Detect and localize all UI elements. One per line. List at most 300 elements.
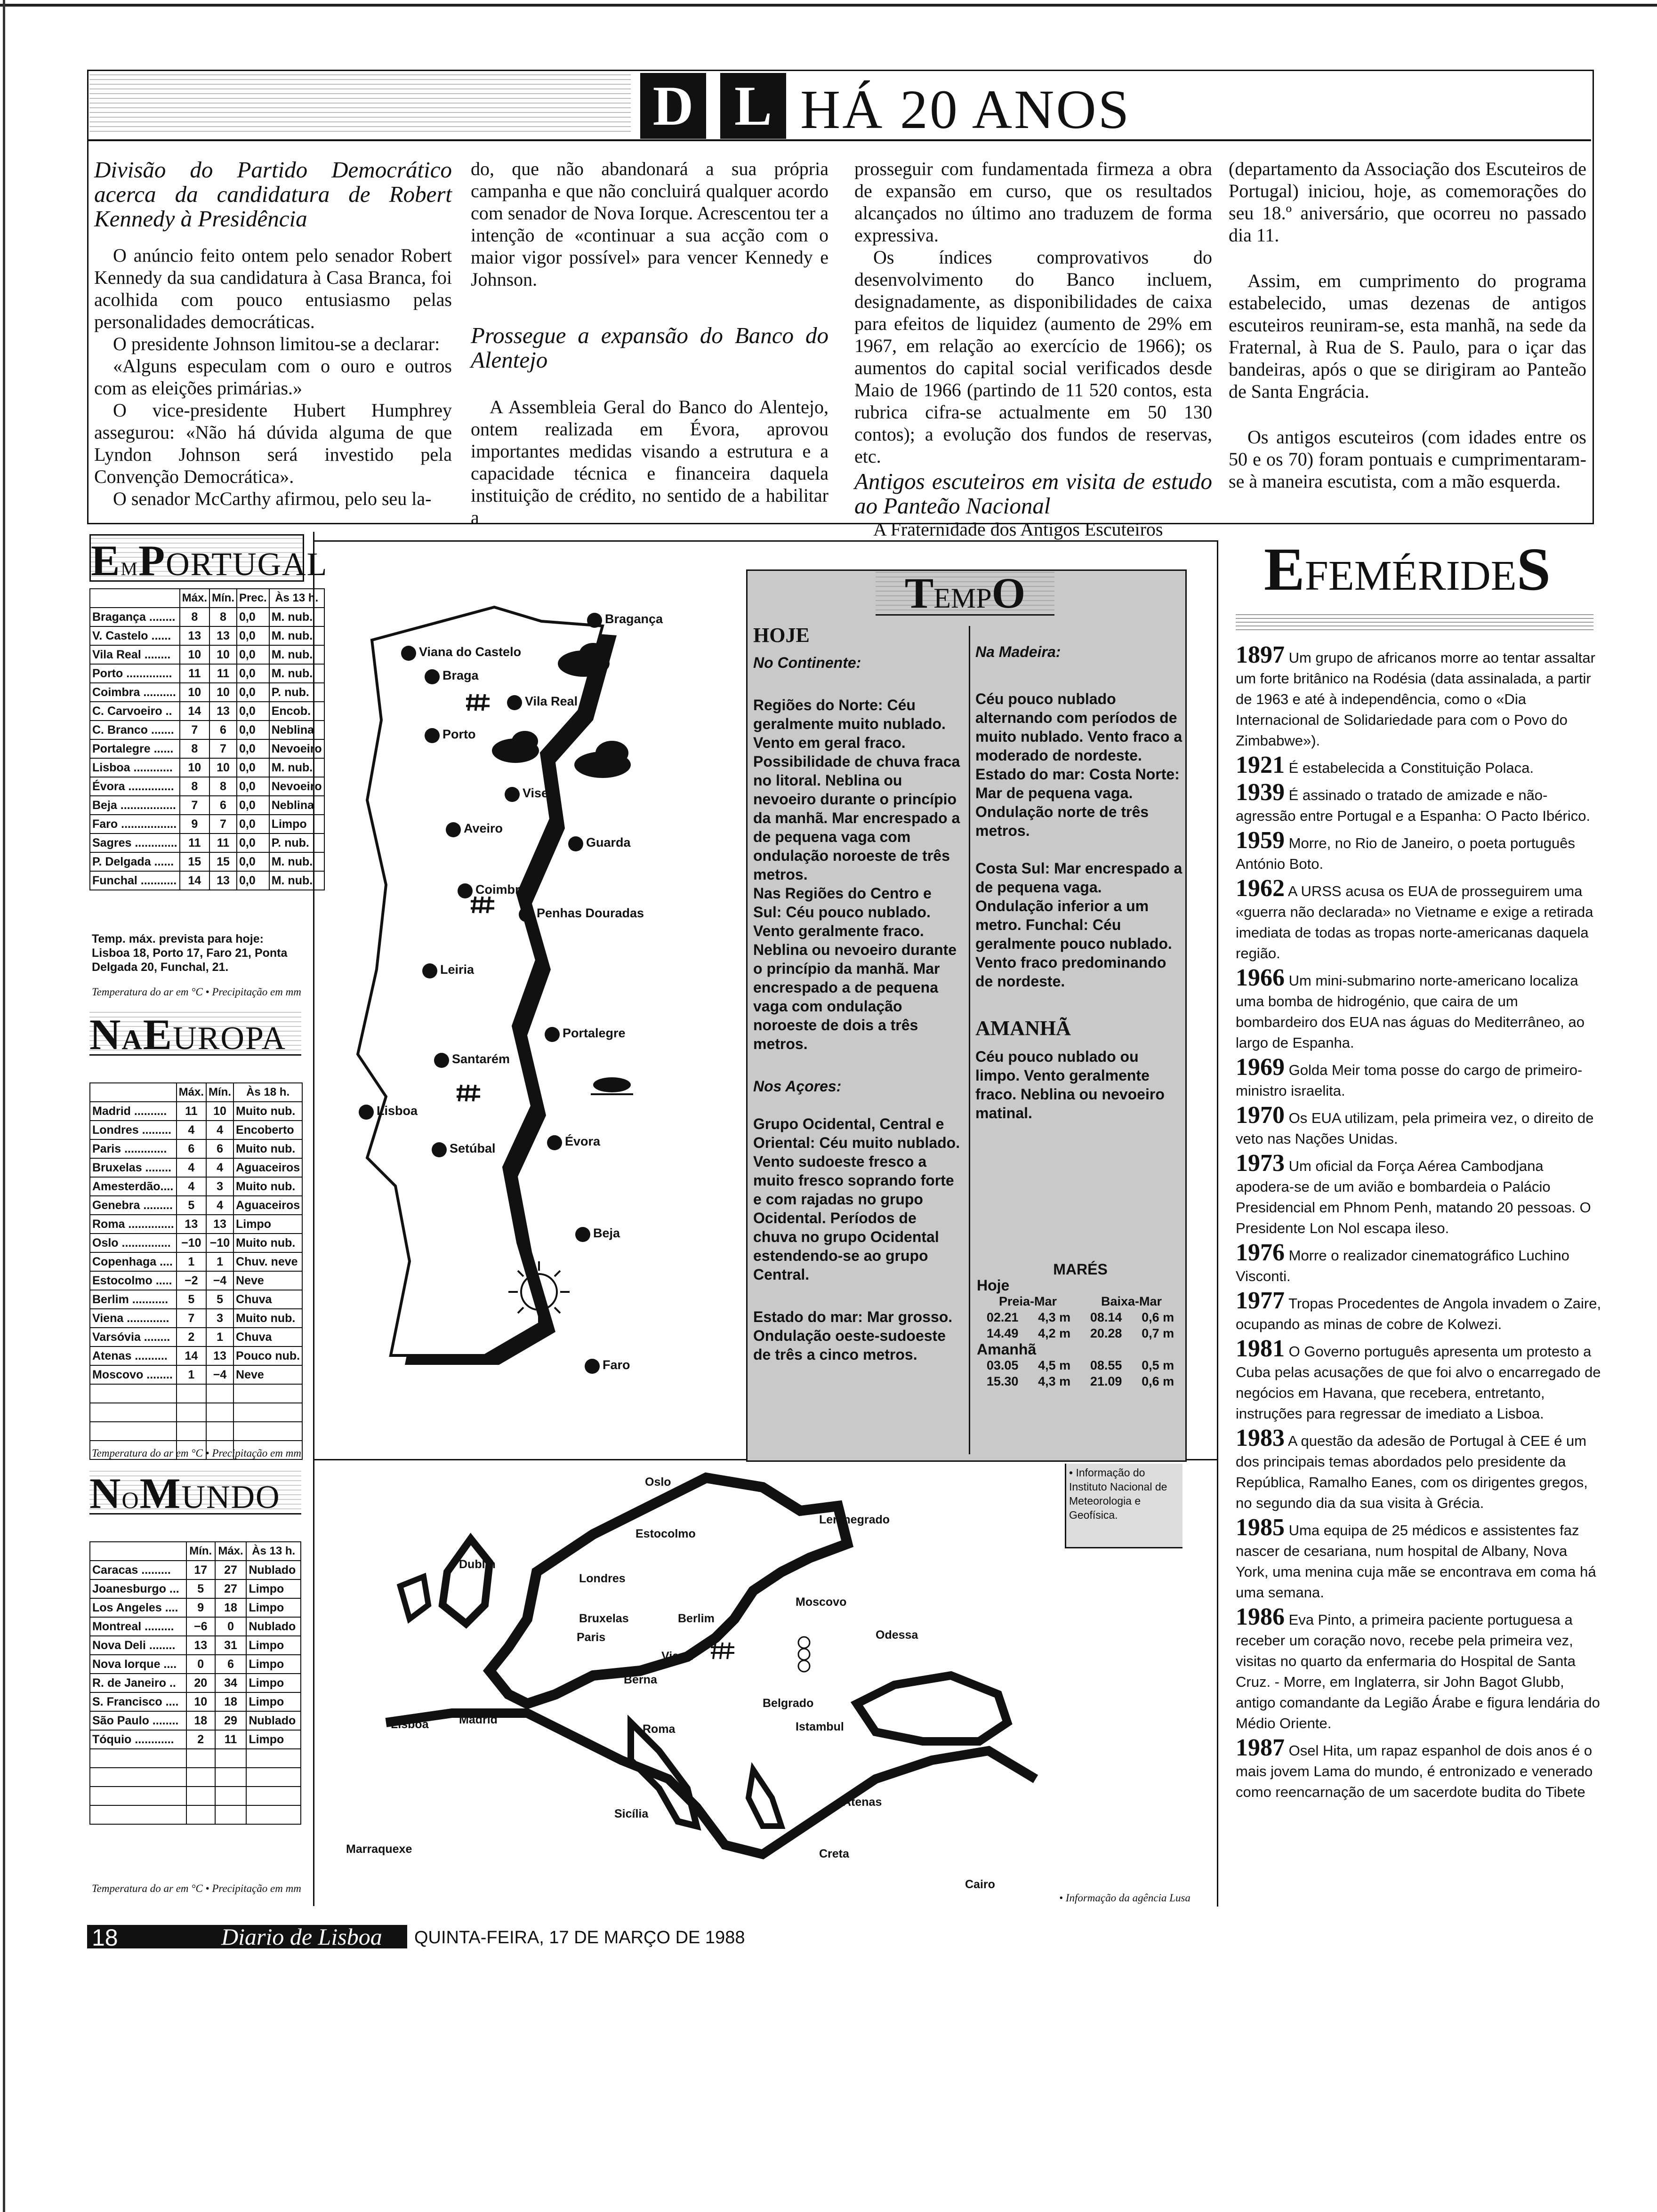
table-row (90, 1177, 302, 1196)
mundo-footer: Temperatura do ar em °C • Precipitação em mm (92, 1883, 301, 1894)
tide-value: 14.49 (986, 1326, 1019, 1340)
value-cell: Chuva (233, 1290, 302, 1309)
value-cell: 8 (180, 739, 209, 758)
value-cell: Nevoeiro (269, 739, 324, 758)
city-cell: Londres ......... (90, 1121, 177, 1139)
tempo-left-column (753, 626, 963, 1364)
efemeride-entry (1236, 779, 1603, 826)
table-row (90, 1215, 302, 1234)
map-city-dot (587, 613, 602, 628)
value-cell: 1 (206, 1328, 233, 1346)
map-city-label: Oslo (645, 1475, 671, 1489)
empty-row (90, 1384, 302, 1403)
efemeride-text: Osel Hita, um rapaz espanhol de dois anos é o mais jovem Lama do mundo, é entronizado e venerado como reencarnação de um sacerdote budita do Tibete (1236, 1742, 1593, 1800)
efemeride-entry (1236, 1603, 1603, 1734)
value-cell: M. nub. (269, 626, 324, 645)
tempo-source: • Informação do Instituto Nacional de Meteorologia e Geofísica. (1065, 1464, 1182, 1548)
table-row (90, 1365, 302, 1384)
europe-coast (490, 1478, 847, 1704)
value-cell: 0,0 (237, 815, 269, 834)
map-city-dot (359, 1105, 374, 1120)
city-cell: Moscovo ........ (90, 1365, 177, 1384)
weather-fog-icon (591, 1077, 633, 1094)
value-cell: 11 (180, 834, 209, 852)
portugal-footer: Temperatura do ar em °C • Precipitação em mm (92, 986, 301, 998)
value-cell: 7 (180, 796, 209, 815)
map-city-label: Portalegre (563, 1026, 626, 1040)
value-cell: 0,0 (237, 626, 269, 645)
map-city-dot (458, 883, 473, 898)
map-city-label: Viana do Castelo (419, 645, 522, 659)
tide-value: 02.21 (986, 1310, 1019, 1324)
value-cell: 15 (209, 852, 237, 871)
map-city-dot (575, 1227, 590, 1242)
map-city-label: Madrid (459, 1713, 498, 1726)
efemeride-entry (1236, 1734, 1603, 1803)
map-city-label: Lisboa (377, 1104, 418, 1118)
map-city-label: Vila Real (525, 694, 578, 708)
paragraph: prosseguir com fundamentada firmeza a obra de expansão em curso, que os resultados alcançados no último ano traduzem de forma expressiva. (854, 158, 1212, 246)
city-cell: Varsóvia ........ (90, 1328, 177, 1346)
value-cell: 15 (180, 852, 209, 871)
city-cell: Sagres ............. (90, 834, 180, 852)
map-city-label: Lisboa (391, 1718, 429, 1731)
value-cell: 10 (186, 1692, 215, 1711)
table-row (90, 796, 324, 815)
value-cell: 11 (209, 834, 237, 852)
value-cell: −4 (206, 1271, 233, 1290)
value-cell: 13 (177, 1215, 206, 1234)
value-cell: 10 (180, 645, 209, 664)
efemeride-text: Morre, no Rio de Janeiro, o poeta português António Boto. (1236, 835, 1575, 872)
map-city-dot (425, 728, 440, 743)
efemeride-text: Golda Meir toma posse do cargo de primeiro-ministro israelita. (1236, 1062, 1583, 1099)
map-city-label: Penhas Douradas (537, 906, 644, 920)
value-cell: Limpo (246, 1579, 301, 1598)
value-cell: −10 (206, 1234, 233, 1252)
value-cell: 0,0 (237, 739, 269, 758)
value-cell: 13 (186, 1636, 215, 1655)
article-kennedy-cont (471, 158, 828, 529)
efemeride-year: 1976 (1236, 1239, 1285, 1266)
value-cell: Limpo (246, 1674, 301, 1692)
tide-value: 15.30 (986, 1374, 1019, 1388)
map-city-dot (434, 1053, 449, 1068)
continente-label: No Continente: (753, 654, 861, 671)
table-header: Máx. (177, 1083, 206, 1102)
value-cell: 0,0 (237, 608, 269, 626)
value-cell: 4 (177, 1177, 206, 1196)
value-cell: 8 (209, 777, 237, 796)
city-cell: Coimbra .......... (90, 683, 180, 702)
city-cell: S. Francisco .... (90, 1692, 186, 1711)
value-cell: 0,0 (237, 834, 269, 852)
value-cell: 4 (206, 1196, 233, 1215)
city-cell: Amesterdão.... (90, 1177, 177, 1196)
value-cell: Limpo (269, 815, 324, 834)
table-row (90, 1290, 302, 1309)
map-city-dot (505, 787, 520, 802)
efemeride-text: Morre o realizador cinematográfico Luchino Visconti. (1236, 1247, 1569, 1284)
efemeride-entry (1236, 641, 1603, 751)
table-header (90, 1542, 186, 1561)
value-cell: 7 (209, 815, 237, 834)
paragraph: Assim, em cumprimento do programa estabelecido, umas dezenas de antigos escuteiros reuniram-se, esta manhã, na sede da Fraternal, à Rua de S. Paulo, para o içar das bandeiras, após o que se dirigiram ao Panteão de Santa Engrácia. (1229, 270, 1586, 402)
efemeride-text: Um oficial da Força Aérea Cambodjana apodera-se de um avião e bombardeia o Palácio Presidencial em Phnom Penh, matando 20 pessoas. O Presidente Lon Nol escapa ileso. (1236, 1158, 1591, 1236)
table-row (90, 1139, 302, 1158)
map-city-dot (432, 1142, 447, 1157)
map-city-label: Beja (593, 1226, 620, 1240)
value-cell: −6 (186, 1617, 215, 1636)
table-row (90, 1252, 302, 1271)
value-cell: 13 (180, 626, 209, 645)
value-cell: Limpo (246, 1655, 301, 1674)
table-row (90, 1121, 302, 1139)
efemeride-year: 1977 (1236, 1287, 1285, 1314)
value-cell: Aguaceiros (233, 1158, 302, 1177)
table-row (90, 1561, 301, 1579)
efemeride-text: Um mini-submarino norte-americano localiza uma bomba de hidrogénio, que caira de um bombardeiro dos EUA nas águas do Mediterrâneo, ao largo de Espanha. (1236, 972, 1585, 1051)
table-row (90, 739, 324, 758)
table-row (90, 852, 324, 871)
efemeride-year: 1970 (1236, 1102, 1285, 1129)
tempo-divider (969, 626, 970, 1454)
value-cell: 2 (177, 1328, 206, 1346)
map-city-label: Leninegrado (819, 1513, 890, 1526)
efemeride-entry (1236, 827, 1603, 874)
europa-title: NAEUROPA (89, 1010, 301, 1056)
value-cell: 9 (186, 1598, 215, 1617)
value-cell: 7 (177, 1309, 206, 1328)
page-number: 18 (92, 1924, 118, 1951)
paragraph: Os antigos escuteiros (com idades entre os 50 e os 70) foram pontuais e cumprimentaram-se à maneira escutista, com a mão esquerda. (1229, 426, 1586, 492)
mares-hoje-rows (977, 1309, 1184, 1341)
map-city-label: Marraquexe (346, 1843, 412, 1856)
value-cell: Neblina (269, 721, 324, 739)
efemeride-text: É estabelecida a Constituição Polaca. (1288, 760, 1534, 776)
value-cell: 10 (180, 758, 209, 777)
value-cell: Limpo (246, 1730, 301, 1749)
efemeride-year: 1986 (1236, 1603, 1285, 1630)
portugal-title: EMPORTUGAL (89, 534, 304, 582)
city-cell: São Paulo ........ (90, 1711, 186, 1730)
article-kennedy (94, 158, 452, 510)
city-cell: Évora .............. (90, 777, 180, 796)
tide-value: 0,5 m (1142, 1358, 1174, 1372)
acores-forecast: Grupo Ocidental, Central e Oriental: Céu muito nublado. Vento sudoeste fresco a muito fresco soprando forte e com rajadas no grupo Ocidental. Períodos de chuva no grupo Ocidental estendendo-se ao grupo Central. (753, 1115, 960, 1283)
value-cell: 6 (209, 796, 237, 815)
efemeride-text: É assinado o tratado de amizade e não-agressão entre Portugal e a Espanha: O Pacto Ibérico. (1236, 787, 1591, 824)
value-cell: Muito nub. (233, 1139, 302, 1158)
efemeride-entry (1236, 1150, 1603, 1239)
tide-value: 4,3 m (1038, 1310, 1071, 1324)
empty-row (90, 1787, 301, 1805)
efemeride-entry (1236, 875, 1603, 964)
map-city-label: Aveiro (464, 821, 503, 835)
map-city-label: Berna (624, 1673, 657, 1686)
map-city-label: Dublin (459, 1558, 496, 1571)
headline: Prossegue a expansão do Banco do Alentejo (471, 322, 828, 373)
value-cell: Nublado (246, 1561, 301, 1579)
article-banco-cont (854, 158, 1212, 540)
value-cell: 0,0 (237, 777, 269, 796)
map-city-label: Belgrado (763, 1697, 814, 1710)
table-row (90, 1234, 302, 1252)
value-cell: Chuva (233, 1328, 302, 1346)
efemerides-title: EFEMÉRIDES (1264, 536, 1551, 603)
value-cell: 0,0 (237, 664, 269, 683)
map-city-label: Londres (579, 1572, 626, 1585)
value-cell: 0,0 (237, 871, 269, 890)
city-cell: Madrid .......... (90, 1102, 177, 1121)
value-cell: 4 (206, 1121, 233, 1139)
map-city-label: Bragança (605, 612, 663, 626)
tempo-right-column (975, 642, 1182, 1122)
tide-row (977, 1309, 1184, 1325)
city-cell: Paris ............. (90, 1139, 177, 1158)
map-city-label: Atenas (843, 1795, 882, 1809)
empty-row (90, 1422, 302, 1441)
value-cell: 18 (215, 1598, 247, 1617)
table-row (90, 1598, 301, 1617)
tide-row (977, 1357, 1184, 1373)
value-cell: Limpo (233, 1215, 302, 1234)
efemeride-year: 1959 (1236, 827, 1285, 854)
efemeride-entry (1236, 1054, 1603, 1101)
value-cell: 10 (209, 645, 237, 664)
centro-sul-forecast: Nas Regiões do Centro e Sul: Céu pouco nublado. Vento geralmente fraco. Neblina ou nevoeiro durante o princípio da manhã. Mar encrespado a de pequena vaga com ondulação noroeste de dois a três metros. (753, 885, 957, 1052)
map-city-label: Paris (577, 1631, 606, 1644)
value-cell: 6 (177, 1139, 206, 1158)
value-cell: −2 (177, 1271, 206, 1290)
paragraph: O anúncio feito ontem pelo senador Robert Kennedy da sua candidatura à Casa Branca, foi acolhida com pouco entusiasmo pelas personalidades democráticas. (94, 245, 452, 332)
logo-d: D (640, 73, 706, 139)
table-header: Máx. (180, 589, 209, 608)
value-cell: 5 (186, 1579, 215, 1598)
efemeride-text: Uma equipa de 25 médicos e assistentes faz nascer de cesariana, num hospital de Albany, Nova York, uma menina cuja mãe se encontrava em coma há uma semana. (1236, 1522, 1596, 1601)
table-header: Às 18 h. (233, 1083, 302, 1102)
efemeride-text: A questão da adesão de Portugal à CEE é um dos principais temas abordados pelo presidente da República, Ramalho Eanes, com os dirigentes gregos, no segundo dia da sua visita à Grécia. (1236, 1433, 1588, 1511)
value-cell: 6 (206, 1139, 233, 1158)
value-cell: 11 (215, 1730, 247, 1749)
city-cell: Viena ............. (90, 1309, 177, 1328)
table-row (90, 834, 324, 852)
city-cell: C. Branco ....... (90, 721, 180, 739)
table-row (90, 1271, 302, 1290)
portugal-note: Temp. máx. prevista para hoje: Lisboa 18, Porto 17, Faro 21, Ponta Delgada 20, Funchal, 21. (92, 932, 288, 974)
tide-value: 03.05 (986, 1358, 1019, 1372)
value-cell: −4 (206, 1365, 233, 1384)
tide-value: 4,5 m (1038, 1358, 1071, 1372)
mediterranean-coast (386, 1713, 1036, 1854)
value-cell: M. nub. (269, 645, 324, 664)
efemeride-text: A URSS acusa os EUA de prosseguirem uma «guerra não declarada» no Vietname e exige a retirada imediata de todas as tropas norte-americanas daquela região. (1236, 883, 1593, 962)
city-cell: V. Castelo ...... (90, 626, 180, 645)
efemeride-year: 1962 (1236, 875, 1285, 902)
map-city-label: Viseu (523, 786, 556, 800)
paragraph: A Assembleia Geral do Banco do Alentejo, ontem realizada em Évora, aprovou importantes medidas visando a estrutura e a capacidade técnica e financeira daquela instituição de crédito, no sentido de a habilitar a (471, 396, 828, 528)
city-cell: Roma .............. (90, 1215, 177, 1234)
mundo-title: NOMUNDO (89, 1468, 301, 1515)
value-cell: 0,0 (237, 796, 269, 815)
city-cell: Oslo ............... (90, 1234, 177, 1252)
value-cell: 8 (180, 777, 209, 796)
paragraph: Os índices comprovativos do desenvolvimento do Banco incluem, designadamente, as disponibilidades de caixa para efeitos de liquidez (aumento de 29% em 1967, em relação ao exercício de 1966); os aumentos do capital social verificados desde Maio de 1966 (partindo de 11 520 contos, esta rubrica cifra-se actualmente em 50 130 contos); a evolução dos fundos de reservas, etc. (854, 247, 1212, 467)
paragraph: O vice-presidente Hubert Humphrey assegurou: «Não há dúvida alguma de que Lyndon Johnson será investido pela Convenção Democrática». (94, 400, 452, 487)
mares-amanha-label: Amanhã (977, 1341, 1037, 1358)
map-city-label: Sicília (614, 1807, 649, 1820)
value-cell: 2 (186, 1730, 215, 1749)
table-row (90, 1617, 301, 1636)
map-city-label: Porto (442, 727, 476, 741)
value-cell: 17 (186, 1561, 215, 1579)
table-header: Máx. (215, 1542, 247, 1561)
value-cell: 11 (177, 1102, 206, 1121)
efemeride-entry (1236, 1514, 1603, 1603)
value-cell: 27 (215, 1561, 247, 1579)
europa-footer: Temperatura do ar em °C • Precipitação em mm (92, 1447, 301, 1459)
value-cell: 31 (215, 1636, 247, 1655)
headline: Antigos escuteiros em visita de estudo ao Panteão Nacional (854, 468, 1212, 519)
map-city-label: Estocolmo (635, 1527, 696, 1540)
table-row (90, 1102, 302, 1121)
tide-value: 08.55 (1090, 1358, 1122, 1372)
table-row (90, 1196, 302, 1215)
value-cell: 0,0 (237, 645, 269, 664)
city-cell: Faro ................. (90, 815, 180, 834)
city-cell: Montreal ......... (90, 1617, 186, 1636)
left-rule (3, 0, 5, 2212)
value-cell: 14 (177, 1346, 206, 1365)
map-city-label: Bruxelas (579, 1612, 629, 1625)
mares-block (977, 1261, 1184, 1389)
value-cell: P. nub. (269, 683, 324, 702)
efemeride-year: 1966 (1236, 964, 1285, 991)
efemeride-year: 1897 (1236, 641, 1285, 668)
map-city-label: Istambul (796, 1720, 844, 1733)
city-cell: Vila Real ........ (90, 645, 180, 664)
top-rule (0, 4, 1657, 7)
table-row (90, 608, 324, 626)
amanha-heading: AMANHÃ (975, 1017, 1071, 1040)
table-header: Mín. (186, 1542, 215, 1561)
efemeride-text: Eva Pinto, a primeira paciente portuguesa a receber um coração novo, recebe pela primeira vez, visitas no quarto da enfermaria do Hospital de Santa Cruz. - Morre, em Inglaterra, sir John Bagot Glubb, antigo comandante da Legião Árabe e figura lendária do Médio Oriente. (1236, 1611, 1600, 1731)
city-cell: Porto .............. (90, 664, 180, 683)
portugal-table (89, 588, 325, 890)
city-cell: Tóquio ............ (90, 1730, 186, 1749)
mares-hoje-label: Hoje (977, 1277, 1010, 1294)
value-cell: 10 (206, 1102, 233, 1121)
empty-row (90, 1403, 302, 1422)
hoje-heading: HOJE (753, 624, 810, 647)
paper-name: Diario de Lisboa (221, 1923, 382, 1950)
table-row (90, 1158, 302, 1177)
table-row (90, 664, 324, 683)
value-cell: Neblina (269, 796, 324, 815)
city-cell: Lisboa ............ (90, 758, 180, 777)
value-cell: 7 (209, 739, 237, 758)
map-city-label: Moscovo (796, 1595, 847, 1609)
mares-amanha-rows (977, 1357, 1184, 1389)
acores-mar: Estado do mar: Mar grosso. Ondulação oeste-sudoeste de três a cinco metros. (753, 1308, 953, 1363)
table-row (90, 683, 324, 702)
efemeride-entry (1236, 752, 1603, 778)
table-header (90, 1083, 177, 1102)
value-cell: Aguaceiros (233, 1196, 302, 1215)
table-row (90, 1655, 301, 1674)
city-cell: Beja ................. (90, 796, 180, 815)
value-cell: 14 (180, 871, 209, 890)
value-cell: 13 (209, 626, 237, 645)
paragraph: O senador McCarthy afirmou, pelo seu la- (113, 488, 432, 509)
efemeride-year: 1969 (1236, 1054, 1285, 1081)
greece (748, 1770, 781, 1826)
efemeride-year: 1939 (1236, 779, 1285, 806)
value-cell: Nublado (246, 1711, 301, 1730)
map-city-label: Creta (819, 1847, 849, 1860)
table-header: Às 13 h. (246, 1542, 301, 1561)
mundo-table (89, 1541, 301, 1825)
city-cell: Bruxelas ........ (90, 1158, 177, 1177)
table-row (90, 777, 324, 796)
efemeride-year: 1987 (1236, 1734, 1285, 1761)
efemeride-year: 1973 (1236, 1150, 1285, 1177)
table-header: Mín. (206, 1083, 233, 1102)
map-city-dot (401, 646, 416, 661)
value-cell: Muito nub. (233, 1309, 302, 1328)
value-cell: M. nub. (269, 871, 324, 890)
map-city-label: Coimbra (475, 882, 527, 897)
city-cell: Bragança ........ (90, 608, 180, 626)
efemeride-year: 1981 (1236, 1335, 1285, 1362)
map-city-dot (519, 907, 534, 922)
table-row (90, 1692, 301, 1711)
value-cell: Neve (233, 1271, 302, 1290)
value-cell: 0,0 (237, 683, 269, 702)
tide-value: 4,2 m (1038, 1326, 1071, 1340)
paragraph: O presidente Johnson limitou-se a declarar: (113, 333, 440, 354)
value-cell: 18 (186, 1711, 215, 1730)
value-cell: 14 (180, 702, 209, 721)
mares-headers: Preia-Mar Baixa-Mar (998, 1294, 1162, 1308)
article-escuteiros-cont (1229, 158, 1586, 492)
efemeride-text: Um grupo de africanos morre ao tentar assaltar um forte britânico na Rodésia (data assinalada, a partir de 1963 e até à independência, como o «Dia Internacional de Solidariedade para com o Povo do Zimbabwe»). (1236, 649, 1595, 749)
portugal-shape (358, 607, 603, 1355)
city-cell: Caracas ......... (90, 1561, 186, 1579)
tide-value: 08.14 (1090, 1310, 1122, 1324)
paragraph: (departamento da Associação dos Escuteiros de Portugal) iniciou, hoje, as comemorações do seu 18.º aniversário, que ocorreu no passado dia 11. (1229, 158, 1586, 246)
table-row (90, 1711, 301, 1730)
value-cell: 8 (180, 608, 209, 626)
tempo-title: TEMPO (876, 572, 1054, 616)
mares-title: MARÉS (1053, 1261, 1108, 1278)
value-cell: 11 (209, 664, 237, 683)
tide-value: 0,6 m (1142, 1310, 1174, 1324)
value-cell: M. nub. (269, 664, 324, 683)
map-city-label: Leiria (440, 962, 475, 977)
value-cell: 4 (177, 1158, 206, 1177)
paragraph: «Alguns especulam com o ouro e outros com as eleições primárias.» (94, 355, 452, 399)
europe-map-source: • Informação da agência Lusa (1059, 1892, 1190, 1904)
efemeride-year: 1985 (1236, 1514, 1285, 1541)
value-cell: Neve (233, 1365, 302, 1384)
city-cell: Joanesburgo ... (90, 1579, 186, 1598)
tide-row (977, 1373, 1184, 1389)
map-city-label: Braga (442, 668, 479, 682)
empty-row (90, 1768, 301, 1787)
value-cell: Encob. (269, 702, 324, 721)
value-cell: 0,0 (237, 852, 269, 871)
